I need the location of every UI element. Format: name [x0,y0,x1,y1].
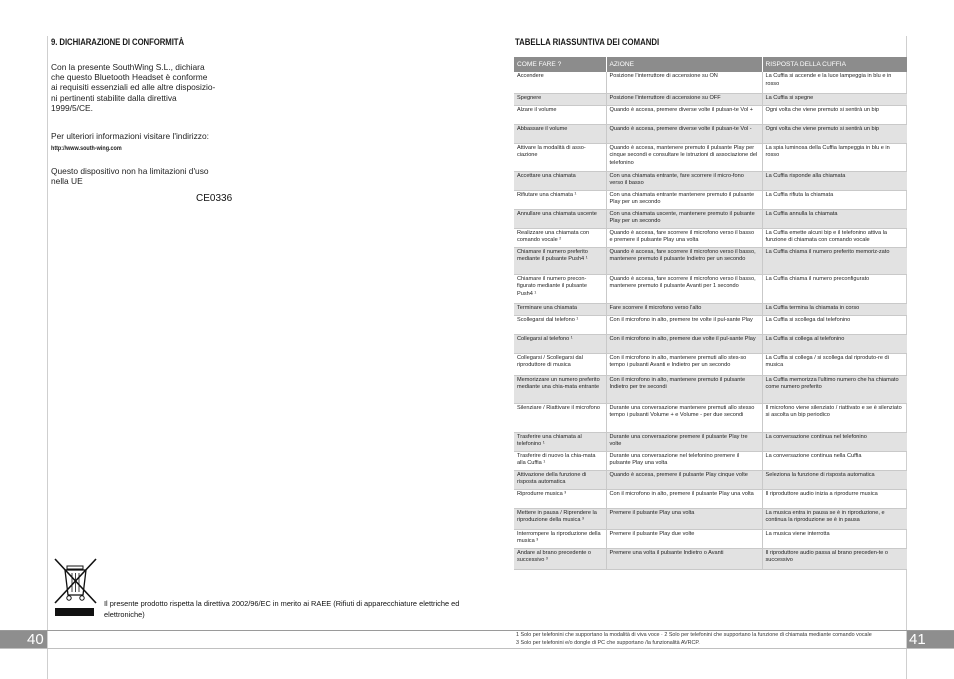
cell-response: La Cuffia risponde alla chiamata [762,171,907,190]
table-row [514,315,907,334]
cell-action: Con il microfono in alto, premere due volte il pul-sante Play [606,334,762,353]
cell-action: Quando è accesa, fare scorrere il microfono verso il basso e premere il pulsante Play una volta [606,228,762,247]
header-action: AZIONE [606,57,762,72]
cell-action: Durante una conversazione nel telefonino premere il pulsante Play una volta [606,451,762,470]
cell-response: La Cuffia annulla la chiamata [762,209,907,228]
cell-response: Ogni volta che viene premuto si sentirà un bip [762,105,907,124]
cell-action: Con il microfono in alto, mantenere premuto il pulsante Indietro per tre secondi [606,375,762,403]
weee-notice: Il presente prodotto rispetta la direttiva 2002/96/EC in merito ai RAEE (Rifiuti di apparecchiature elettriche ed elettroniche) [104,599,460,619]
cell-response: La Cuffia chiama il numero preconfigurato [762,274,907,303]
page-number-left: 40 [27,631,44,648]
weee-crossed-bin-icon [53,557,98,617]
cell-response: La Cuffia si spegne [762,93,907,105]
cell-action: Con una chiamata entrante, fare scorrere il micro-fono verso il basso [606,171,762,190]
table-row [514,548,907,569]
cell-action: Durante una conversazione mantenere premuti allo stesso tempo i pulsanti Volume + e Volume - per due secondi [606,403,762,432]
cell-response: La Cuffia si scollega dal telefonino [762,315,907,334]
left-margin-line [47,36,48,679]
cell-how-to: Memorizzare un numero preferito mediante una chia-mata entrante [514,375,606,403]
info-paragraph: Per ulteriori informazioni visitare l'indirizzo: [51,131,209,141]
cell-how-to: Attivazione della funzione di risposta automatica [514,470,606,489]
table-row [514,403,907,432]
cell-how-to: Accendere [514,72,606,93]
table-row [514,93,907,105]
table-row [514,124,907,143]
cell-action: Quando è accesa, premere diverse volte il pulsan-te Vol + [606,105,762,124]
cell-action: Quando è accesa, fare scorrere il microfono verso il basso, mantenere premuto il pulsante Indietro per un secondo [606,247,762,274]
commands-table [514,57,907,570]
table-row [514,105,907,124]
cell-response: La conversazione continua nella Cuffia [762,451,907,470]
cell-response: Seleziona la funzione di risposta automatica [762,470,907,489]
cell-action: Posizione l'interruttore di accensione su OFF [606,93,762,105]
cell-response: Il microfono viene silenziato / riattivato e se è silenziato si ascolta un bip periodico [762,403,907,432]
cell-how-to: Abbassare il volume [514,124,606,143]
usage-paragraph: Questo dispositivo non ha limitazioni d'uso nella UE [51,166,209,187]
cell-response: La Cuffia si collega al telefonino [762,334,907,353]
page-number-right: 41 [909,631,926,648]
cell-how-to: Chiamare il numero preferito mediante il pulsante Push4 ¹ [514,247,606,274]
cell-response: Il riproduttore audio passa al brano preceden-te o successivo [762,548,907,569]
header-how-to: COME FARE ? [514,57,606,72]
cell-how-to: Spegnere [514,93,606,105]
cell-response: La Cuffia termina la chiamata in corso [762,303,907,315]
cell-action: Quando è accesa, premere diverse volte il pulsan-te Vol - [606,124,762,143]
cell-response: La musica viene interrotta [762,529,907,548]
table-row [514,228,907,247]
table-row [514,171,907,190]
cell-how-to: Andare al brano precedente o successivo ³ [514,548,606,569]
footnotes: 1 Solo per telefonini che supportano la modalità di viva voce · 2 Solo per telefonini che supportano la funzione di chiamata mediante comando vocale 3 Solo per telefonini e/o dongle di PC che supportano /la funzionalità AVRCP. [516,632,872,646]
cell-response: La conversazione continua nel telefonino [762,432,907,451]
cell-how-to: Accettare una chiamata [514,171,606,190]
cell-response: La Cuffia si collega / si scollega dal riproduto-re di musica [762,353,907,375]
cell-how-to: Attivare la modalità di asso-ciazione [514,143,606,171]
cell-action: Con il microfono in alto, premere tre volte il pul-sante Play [606,315,762,334]
cell-how-to: Realizzare una chiamata con comando vocale ² [514,228,606,247]
table-row [514,190,907,209]
cell-how-to: Mettere in pausa / Riprendere la riproduzione della musica ³ [514,508,606,529]
table-row [514,451,907,470]
cell-action: Premere il pulsante Play due volte [606,529,762,548]
cell-response: La Cuffia chiama il numero preferito memoriz-zato [762,247,907,274]
declaration-paragraph: Con la presente SouthWing S.L., dichiara che questo Bluetooth Headset è conforme ai requisiti essenziali ed alle altre disposizio- ni pertinenti stabilite dalla direttiva 1999/5/CE. [51,62,216,113]
cell-how-to: Interrompere la riproduzione della musica ³ [514,529,606,548]
ce-mark: CE0336 [196,193,233,204]
header-response: RISPOSTA DELLA CUFFIA [762,57,907,72]
cell-action: Premere una volta il pulsante Indietro o Avanti [606,548,762,569]
cell-action: Quando è accesa, premere il pulsante Play cinque volte [606,470,762,489]
cell-how-to: Silenziare / Riattivare il microfono [514,403,606,432]
table-row [514,529,907,548]
table-row [514,432,907,451]
cell-response: Il riproduttore audio inizia a riprodurre musica [762,489,907,508]
cell-action: Premere il pulsante Play una volta [606,508,762,529]
cell-how-to: Scollegarsi dal telefono ¹ [514,315,606,334]
cell-action: Con il microfono in alto, mantenere premuti allo stes-so tempo i pulsanti Avanti e Indietro per un secondo [606,353,762,375]
table-row [514,274,907,303]
table-row [514,470,907,489]
cell-action: Quando è accesa, mantenere premuto il pulsante Play per cinque secondi e consultare le istruzioni di associazione del telefonino [606,143,762,171]
table-row [514,303,907,315]
cell-action: Quando è accesa, fare scorrere il microfono verso il basso, mantenere premuto il pulsante Avanti per 1 secondo [606,274,762,303]
cell-response: Ogni volta che viene premuto si sentirà un bip [762,124,907,143]
cell-how-to: Rifiutare una chiamata ¹ [514,190,606,209]
footer-rule-lower [0,648,954,649]
cell-action: Con una chiamata entrante mantenere premuto il pulsante Play per un secondo [606,190,762,209]
section-title-conformity: 9. DICHIARAZIONE DI CONFORMITÀ [51,37,185,48]
cell-response: La Cuffia memorizza l'ultimo numero che ha chiamato come numero preferito [762,375,907,403]
table-row [514,72,907,93]
cell-response: La Cuffia rifiuta la chiamata [762,190,907,209]
table-row [514,489,907,508]
table-row [514,508,907,529]
cell-how-to: Trasferire una chiamata al telefonino ¹ [514,432,606,451]
table-row [514,209,907,228]
cell-how-to: Riprodurre musica ³ [514,489,606,508]
cell-response: La Cuffia si accende e la luce lampeggia in blu e in rosso [762,72,907,93]
cell-how-to: Alzare il volume [514,105,606,124]
table-row [514,375,907,403]
cell-response: La spia luminosa della Cuffia lampeggia in blu e in rosso [762,143,907,171]
cell-action: Fare scorrere il microfono verso l'alto [606,303,762,315]
website-link[interactable]: http://www.south-wing.com [51,145,122,152]
cell-how-to: Collegarsi al telefono ¹ [514,334,606,353]
cell-how-to: Trasferire di nuovo la chia-mata alla Cuffia ¹ [514,451,606,470]
cell-how-to: Annullare una chiamata uscente [514,209,606,228]
table-row [514,143,907,171]
cell-action: Con il microfono in alto, premere il pulsante Play una volta [606,489,762,508]
cell-how-to: Collegarsi / Scollegarsi dal riproduttore di musica [514,353,606,375]
section-title-commands: TABELLA RIASSUNTIVA DEI COMANDI [515,37,660,48]
cell-response: La musica entra in pausa se è in riproduzione, e continua la riproduzione se è in pausa [762,508,907,529]
table-header-row [514,57,907,72]
cell-how-to: Terminare una chiamata [514,303,606,315]
cell-how-to: Chiamare il numero precon-figurato mediante il pulsante Push4 ¹ [514,274,606,303]
cell-response: La Cuffia emette alcuni bip e il telefonino attiva la funzione di chiamata con comando vocale [762,228,907,247]
table-row [514,353,907,375]
cell-action: Durante una conversazione premere il pulsante Play tre volte [606,432,762,451]
cell-action: Con una chiamata uscente, mantenere premuto il pulsante Play per un secondo [606,209,762,228]
table-row [514,247,907,274]
cell-action: Posizione l'interruttore di accensione su ON [606,72,762,93]
table-row [514,334,907,353]
